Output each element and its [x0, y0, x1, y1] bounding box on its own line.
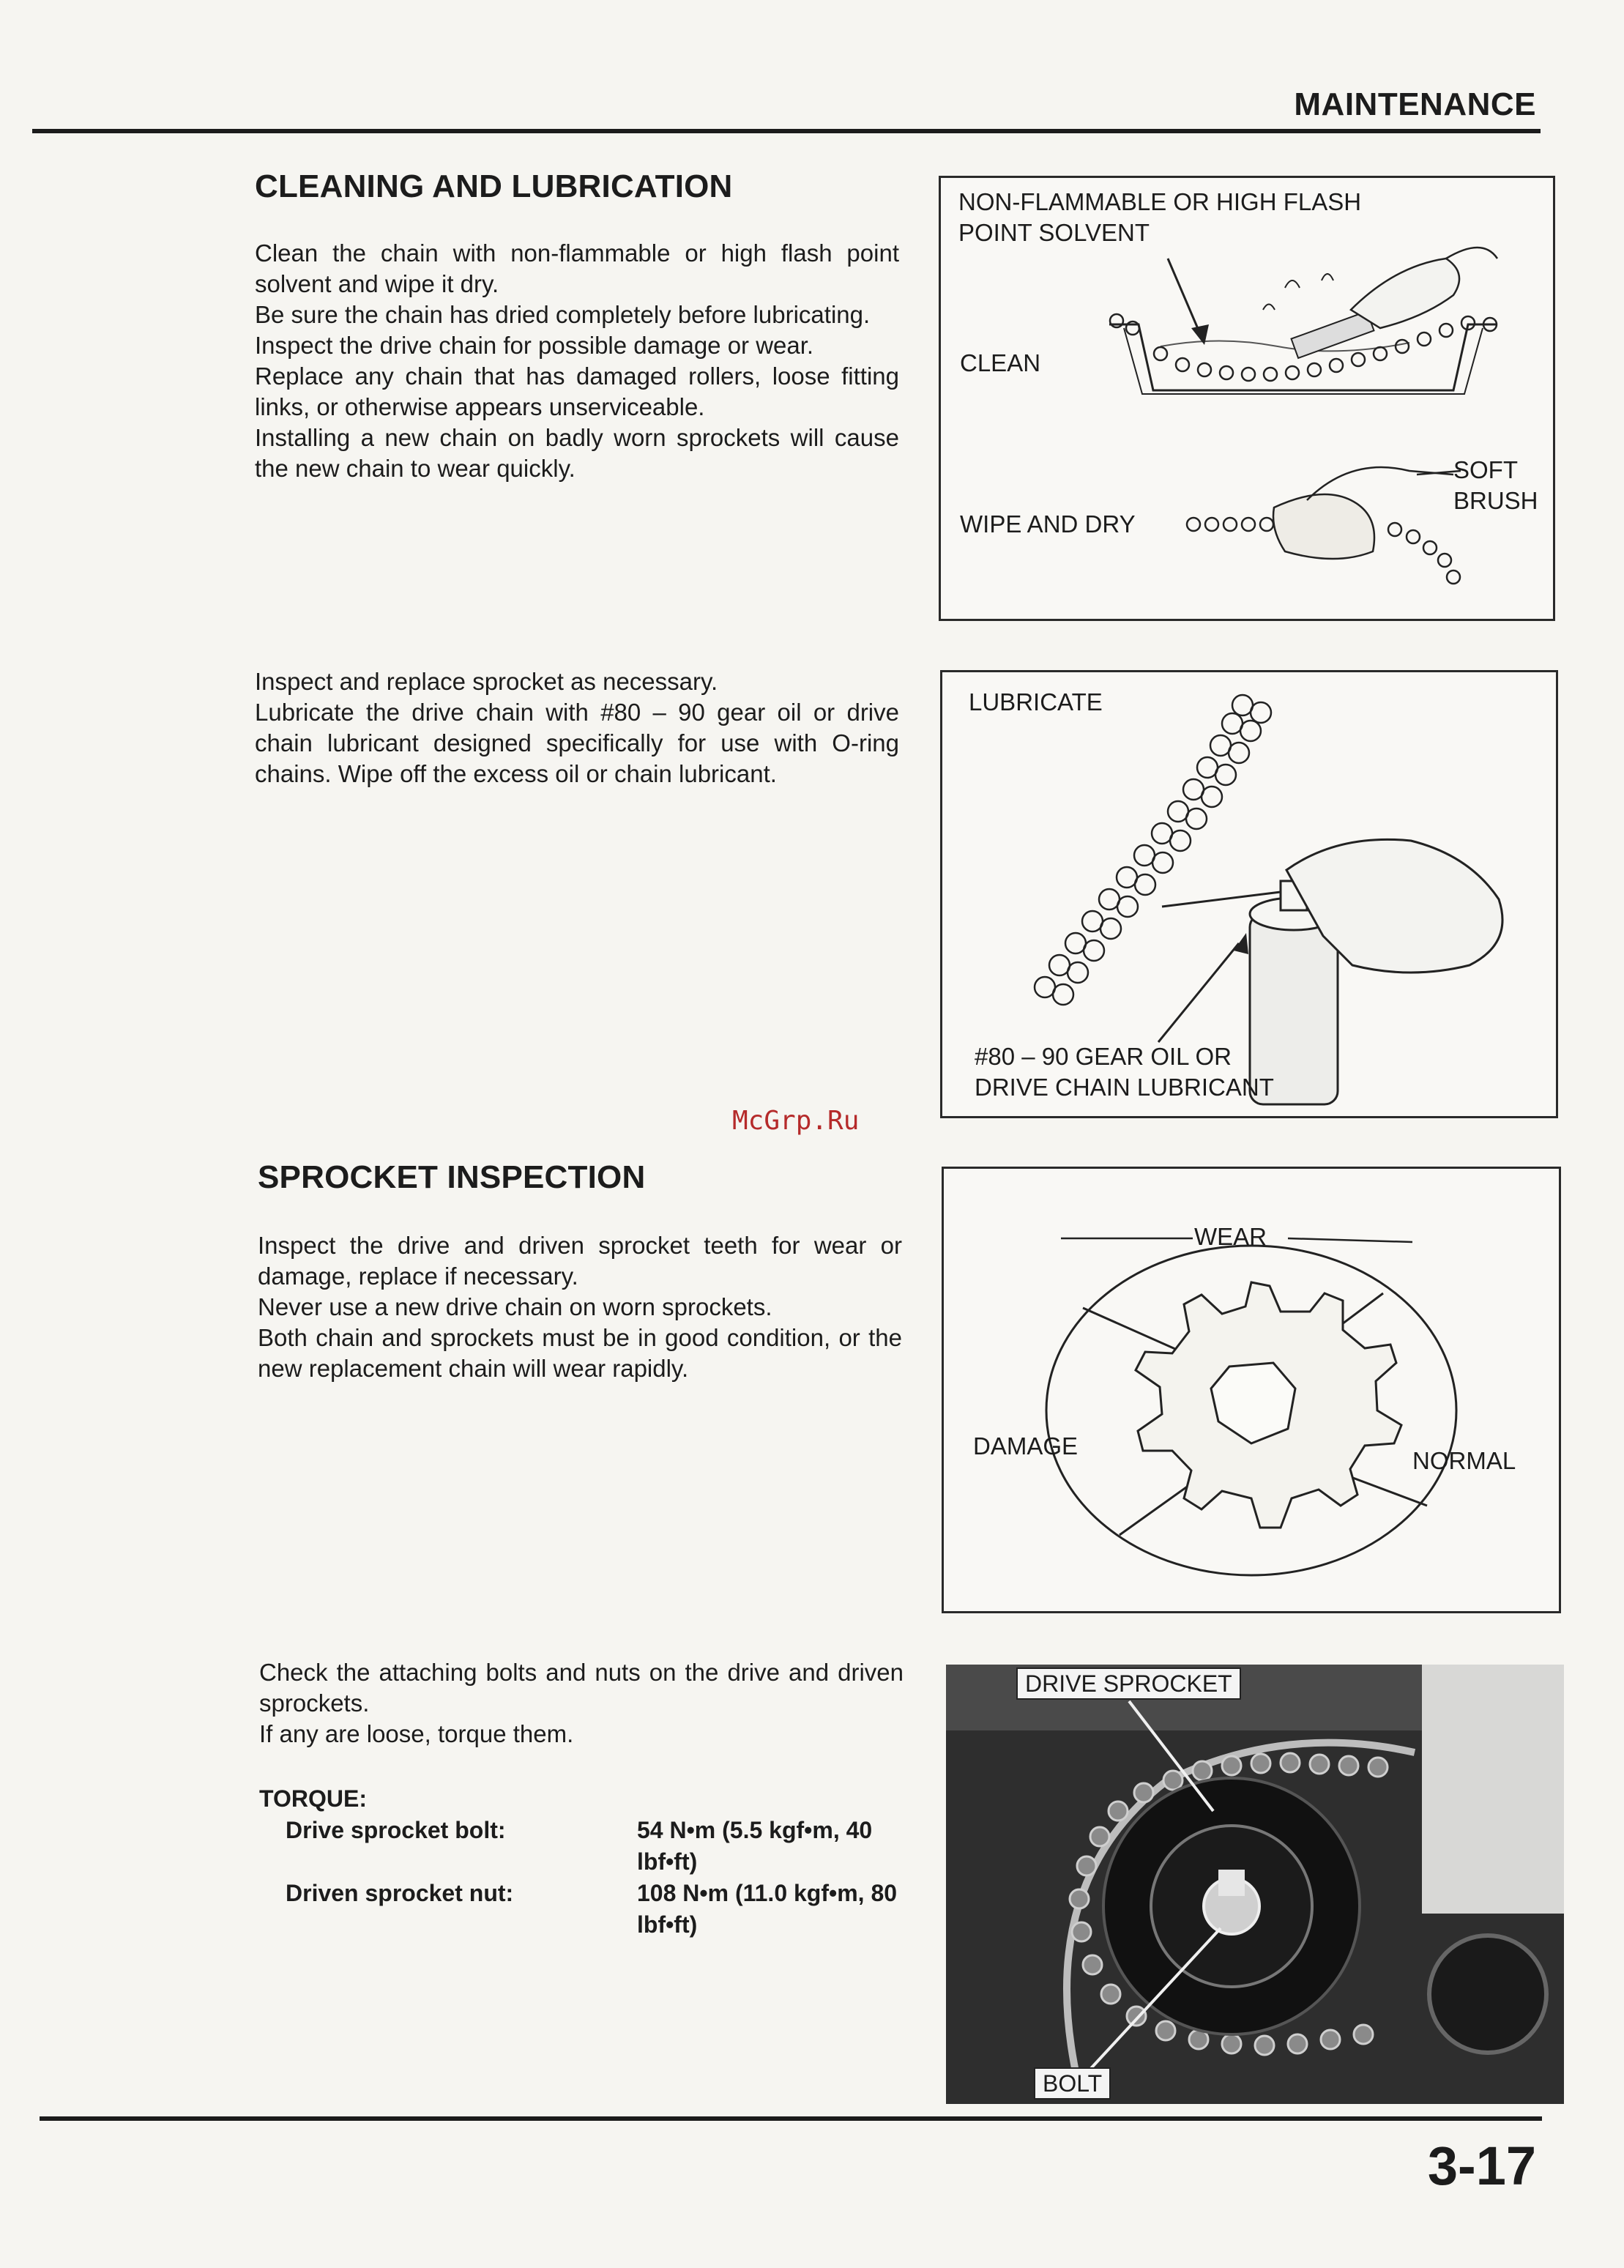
soft-brush-label-line2: BRUSH [1453, 487, 1538, 514]
header-rule [32, 129, 1541, 133]
solvent-label-line2: POINT SOLVENT [958, 219, 1150, 246]
bolts-paragraph: Check the attaching bolts and nuts on the drive and driven sprockets. [259, 1659, 904, 1717]
sprocket-text [258, 1230, 902, 1384]
lubricate-label: LUBRICATE [969, 688, 1103, 715]
torque-value: 108 N•m (11.0 kgf•m, 80 lbf•ft) [637, 1880, 898, 1938]
cleaning-paragraph: Be sure the chain has dried completely before lubricating. [255, 301, 871, 328]
sprocket-paragraph: Inspect the drive and driven sprocket teeth for wear or damage, replace if necessary. [258, 1232, 902, 1290]
cleaning-paragraph: Installing a new chain on badly worn sprockets will cause the new chain to wear quickly. [255, 424, 899, 482]
drive-sprocket-label: DRIVE SPROCKET [1016, 1667, 1241, 1700]
footer-rule [40, 2116, 1542, 2121]
clean-label: CLEAN [960, 349, 1041, 376]
cleaning-paragraph: Inspect the drive chain for possible damage or wear. [255, 332, 814, 359]
sprocket-title: SPROCKET INSPECTION [258, 1159, 646, 1195]
drive-sprocket-photo [946, 1665, 1564, 2104]
bolt-label: BOLT [1034, 2067, 1111, 2100]
cleaning-title: CLEANING AND LUBRICATION [255, 168, 733, 204]
sprocket-paragraph: Never use a new drive chain on worn sprockets. [258, 1293, 772, 1320]
lubricate-text [255, 666, 899, 789]
torque-name: Driven sprocket nut: [286, 1880, 514, 1906]
torque-table [286, 1815, 901, 1941]
oil-label-line2: DRIVE CHAIN LUBRICANT [975, 1074, 1274, 1101]
oil-label-line1: #80 – 90 GEAR OIL OR [975, 1043, 1232, 1070]
lubricate-paragraph: Lubricate the drive chain with #80 – 90 gear oil or drive chain lubricant designed specifically for use with O-ring chains. Wipe off the excess oil or chain lubricant. [255, 699, 899, 787]
cleaning-paragraph: Replace any chain that has damaged rollers, loose fitting links, or otherwise appears unserviceable. [255, 362, 899, 420]
torque-row [286, 1815, 901, 1878]
torque-row [286, 1878, 901, 1941]
lubricate-paragraph: Inspect and replace sprocket as necessary. [255, 668, 718, 695]
lubricate-figure [940, 670, 1558, 1118]
cleaning-paragraph: Clean the chain with non-flammable or high flash point solvent and wipe it dry. [255, 239, 899, 297]
watermark: McGrp.Ru [732, 1106, 860, 1136]
bolts-text [259, 1657, 904, 1750]
normal-label: NORMAL [1412, 1447, 1516, 1474]
torque-name: Drive sprocket bolt: [286, 1817, 506, 1843]
bolts-paragraph: If any are loose, torque them. [259, 1720, 574, 1747]
sprocket-figure [942, 1167, 1561, 1613]
section-header: MAINTENANCE [1294, 86, 1536, 122]
sprocket-paragraph: Both chain and sprockets must be in good condition, or the new replacement chain will wear rapidly. [258, 1324, 902, 1382]
cleaning-text [255, 238, 899, 484]
soft-brush-label-line1: SOFT [1453, 456, 1518, 483]
wipe-dry-label: WIPE AND DRY [960, 510, 1136, 538]
solvent-label-line1: NON-FLAMMABLE OR HIGH FLASH [958, 188, 1362, 215]
torque-value: 54 N•m (5.5 kgf•m, 40 lbf•ft) [637, 1817, 873, 1875]
wear-label: WEAR [1194, 1223, 1267, 1250]
page-number: 3-17 [1427, 2135, 1536, 2196]
cleaning-figure [939, 176, 1555, 621]
torque-title: TORQUE: [259, 1785, 367, 1812]
drive-sprocket-photo-drawing [946, 1665, 1564, 2104]
damage-label: DAMAGE [973, 1432, 1079, 1460]
